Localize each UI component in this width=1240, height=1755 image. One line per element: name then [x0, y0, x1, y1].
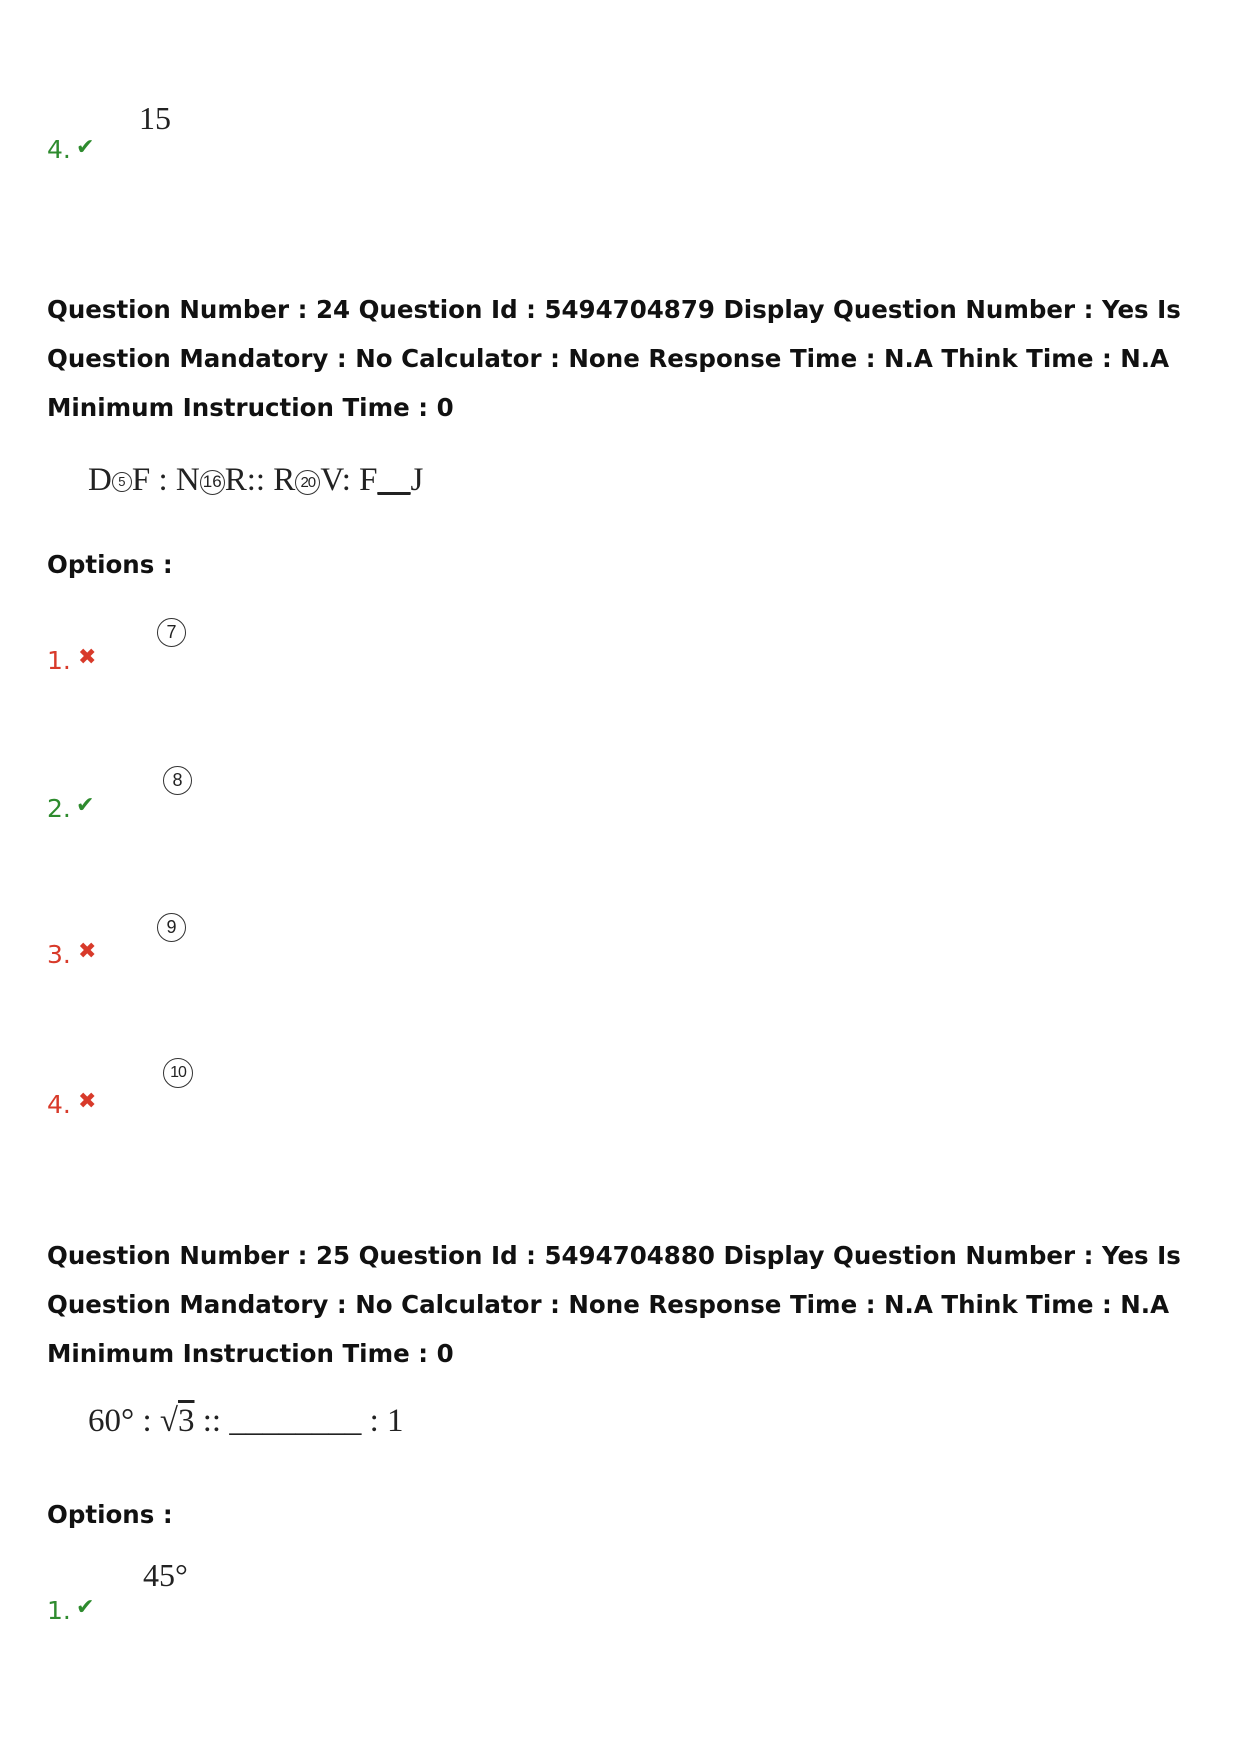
question-text: :: — [194, 1403, 230, 1439]
check-icon: ✔ — [76, 1595, 95, 1620]
option-number: 4. — [47, 135, 71, 164]
option-value: 8 — [163, 766, 192, 795]
option-number: 4. — [47, 1090, 71, 1119]
option-number: 1. — [47, 1596, 71, 1625]
sqrt-icon: √ — [159, 1403, 178, 1439]
circled-number: 5 — [112, 472, 132, 492]
option-value: 7 — [157, 618, 186, 647]
answer-blank: __ — [377, 462, 411, 498]
circled-number: 16 — [200, 470, 225, 495]
option-value: 9 — [157, 913, 186, 942]
question-text: 60° : — [88, 1403, 160, 1439]
question-body — [88, 462, 423, 499]
cross-icon: ✖ — [78, 939, 97, 964]
cross-icon: ✖ — [78, 1089, 97, 1114]
option-number: 2. — [47, 794, 71, 823]
circled-number: 20 — [295, 470, 320, 495]
question-text: : 1 — [361, 1403, 404, 1439]
option-value: 45° — [143, 1557, 188, 1593]
check-icon: ✔ — [76, 793, 95, 818]
option-number: 3. — [47, 940, 71, 969]
answer-blank: ________ — [229, 1403, 362, 1439]
options-label: Options : — [47, 1500, 173, 1529]
question-text: F : N — [131, 462, 200, 498]
cross-icon: ✖ — [78, 645, 97, 670]
radicand: 3 — [178, 1403, 195, 1439]
question-text: R:: R — [224, 462, 296, 498]
question-text: D — [88, 462, 112, 498]
question-text: V: F — [320, 462, 378, 498]
option-value: 15 — [139, 100, 171, 136]
question-body — [88, 1403, 404, 1440]
option-number: 1. — [47, 646, 71, 675]
question-header: Question Number : 25 Question Id : 5494704880 Display Question Number : Yes Is Question Mandatory : No Calculator : None Response Time : N.A Think Time : N.A Minimum Instruction Time : 0 — [47, 1241, 1181, 1368]
question-text: J — [410, 462, 424, 498]
question-header: Question Number : 24 Question Id : 5494704879 Display Question Number : Yes Is Question Mandatory : No Calculator : None Response Time : N.A Think Time : N.A Minimum Instruction Time : 0 — [47, 295, 1181, 422]
option-value: 10 — [163, 1058, 193, 1088]
options-label: Options : — [47, 550, 173, 579]
check-icon: ✔ — [76, 135, 95, 160]
